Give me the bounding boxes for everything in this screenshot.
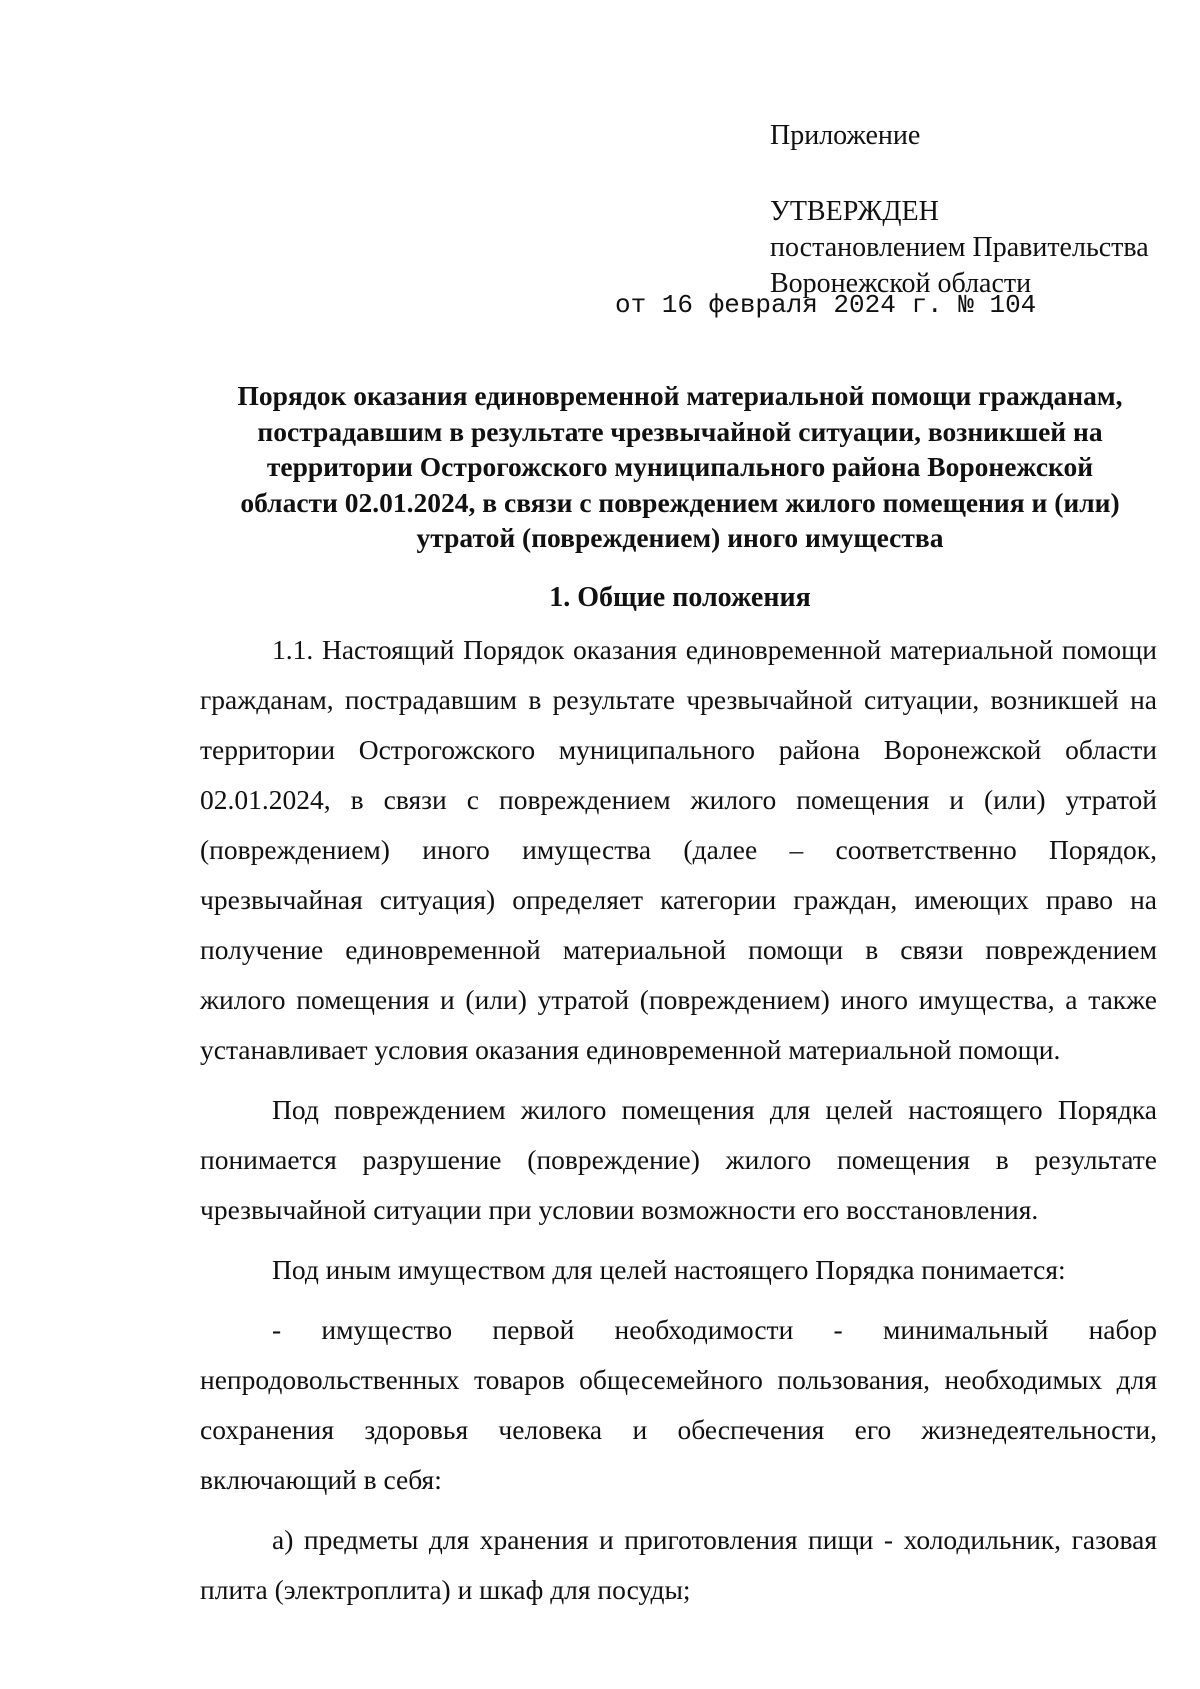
list-item-essential-property: - имущество первой необходимости - минимальный набор непродовольственных товаров общесемейного пользования, необходимых для сохранения здоровья человека и обеспечения его жизнедеятельности, включающий в себя:	[200, 1314, 1157, 1495]
approved-label: УТВЕРЖДЕН	[770, 196, 939, 227]
paragraph-1-1: 1.1. Настоящий Порядок оказания единовременной материальной помощи гражданам, пострадавшим в результате чрезвычайной ситуации, возникшей на территории Острогожского муниципального района Воронежской области 02.01.2024, в связи с повреждением жилого помещения и (или) утратой (повреждением) иного имущества (далее – соответственно Порядок, чрезвычайная ситуация) определяет категории граждан, имеющих право на получение единовременной материальной помощи в связи повреждением жилого помещения и (или) утратой (повреждением) иного имущества, а также устанавливает условия оказания единовременной материальной помощи.	[200, 634, 1157, 1065]
title-line-2: пострадавшим в результате чрезвычайной ситуации, возникшей на	[257, 415, 1103, 447]
paragraph-other-property: Под иным имуществом для целей настоящего Порядка понимается:	[272, 1254, 1066, 1285]
document-body	[200, 625, 1157, 1615]
document-title	[200, 378, 1160, 556]
title-line-4: области 02.01.2024, в связи с повреждением жилого помещения и (или)	[240, 486, 1120, 518]
appendix-label: Приложение	[770, 120, 921, 151]
decree-date-line: от 16 февраля 2024 г. № 104	[615, 290, 1037, 320]
list-item-food-storage: а) предметы для хранения и приготовления пищи - холодильник, газовая плита (электроплита) и шкаф для посуды;	[200, 1524, 1157, 1605]
title-line-3: территории Острогожского муниципального района Воронежской	[266, 451, 1094, 482]
title-line-1: Порядок оказания единовременной материальной помощи гражданам,	[237, 380, 1123, 411]
paragraph-housing-damage: Под повреждением жилого помещения для целей настоящего Порядка понимается разрушение (повреждение) жилого помещения в результате чрезвычайной ситуации при условии возможности его восстановления.	[200, 1094, 1157, 1225]
title-line-5: утратой (повреждением) иного имущества	[416, 522, 944, 553]
section-heading: 1. Общие положения	[549, 582, 811, 613]
approved-by-line-2: Воронежской области	[770, 268, 1032, 299]
approved-by-line-1: постановлением Правительства	[770, 232, 1149, 263]
approval-block	[770, 118, 1149, 302]
